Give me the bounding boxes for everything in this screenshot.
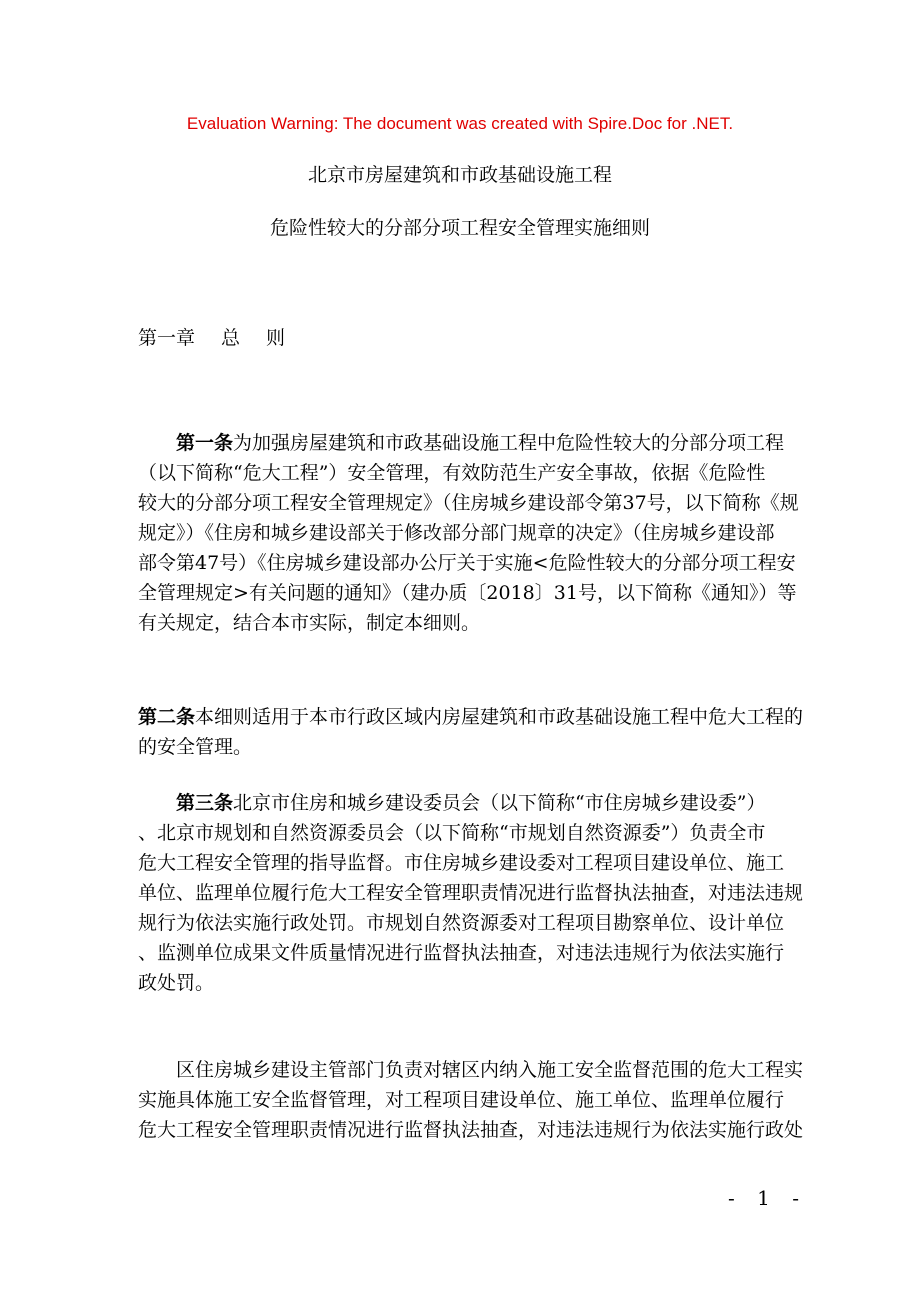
district-paragraph-line: 实施具体施工安全监督管理，对工程项目建设单位、施工单位、监理单位履行 bbox=[138, 1089, 785, 1111]
article-3-line: 单位、监理单位履行危大工程安全管理职责情况进行监督执法抽查，对违法违规 bbox=[138, 882, 804, 904]
article-1 bbox=[138, 428, 799, 638]
article-1-label: 第一条 bbox=[176, 432, 234, 454]
evaluation-warning: Evaluation Warning: The document was created with Spire.Doc for .NET. bbox=[186, 114, 734, 133]
article-3-line: 、监测单位成果文件质量情况进行监督执法抽查，对违法违规行为依法实施行 bbox=[138, 942, 785, 964]
article-3-line: 政处罚。 bbox=[138, 972, 215, 994]
article-1-line: 有关规定，结合本市实际，制定本细则。 bbox=[138, 612, 481, 634]
article-1-line: 较大的分部分项工程安全管理规定》（住房城乡建设部令第37号，以下简称《规 bbox=[138, 492, 799, 514]
title-line-2: 危险性较大的分部分项工程安全管理实施细则 bbox=[269, 217, 650, 239]
chapter-heading bbox=[138, 323, 285, 350]
page-number: - 1 - bbox=[728, 1186, 807, 1210]
article-3 bbox=[138, 788, 804, 998]
article-1-line bbox=[138, 428, 788, 458]
article-2 bbox=[138, 702, 804, 762]
article-1-text: 为加强房屋建筑和市政基础设施工程中危险性较大的分部分项工程 bbox=[233, 432, 785, 454]
article-2-line bbox=[138, 702, 804, 732]
district-paragraph-line: 危大工程安全管理职责情况进行监督执法抽查，对违法违规行为依法实施行政处 bbox=[138, 1119, 804, 1141]
article-2-text: 本细则适用于本市行政区域内房屋建筑和市政基础设施工程中危大工程的 bbox=[195, 706, 804, 728]
chapter-number: 第一章 bbox=[138, 327, 196, 349]
district-paragraph-line: 区住房城乡建设主管部门负责对辖区内纳入施工安全监督范围的危大工程实 bbox=[176, 1059, 804, 1081]
article-3-label: 第三条 bbox=[176, 792, 234, 814]
article-1-line: （以下简称“危大工程”）安全管理，有效防范生产安全事故，依据《危险性 bbox=[138, 462, 766, 484]
article-1-line: 全管理规定>有关问题的通知》（建办质〔2018〕31号，以下简称《通知》）等 bbox=[138, 582, 797, 604]
article-2-label: 第二条 bbox=[138, 706, 196, 728]
article-3-line: 危大工程安全管理的指导监督。市住房城乡建设委对工程项目建设单位、施工 bbox=[138, 852, 785, 874]
chapter-word-1: 总 bbox=[221, 327, 241, 349]
chapter-word-2: 则 bbox=[266, 327, 286, 349]
article-3-line: 规行为依法实施行政处罚。市规划自然资源委对工程项目勘察单位、设计单位 bbox=[138, 912, 785, 934]
article-3-line bbox=[138, 788, 788, 818]
article-1-line: 部令第47号）《住房城乡建设部办公厅关于实施<危险性较大的分部分项工程安 bbox=[138, 552, 796, 574]
article-2-line: 的安全管理。 bbox=[138, 736, 253, 758]
article-3-text: 北京市住房和城乡建设委员会（以下简称“市住房城乡建设委”） bbox=[233, 792, 766, 814]
district-paragraph bbox=[138, 1055, 804, 1145]
article-3-line: 、北京市规划和自然资源委员会（以下简称“市规划自然资源委”）负责全市 bbox=[138, 822, 766, 844]
article-1-line: 规定》）《住房和城乡建设部关于修改部分部门规章的决定》（住房城乡建设部 bbox=[138, 522, 775, 544]
title-line-1: 北京市房屋建筑和市政基础设施工程 bbox=[307, 164, 612, 186]
